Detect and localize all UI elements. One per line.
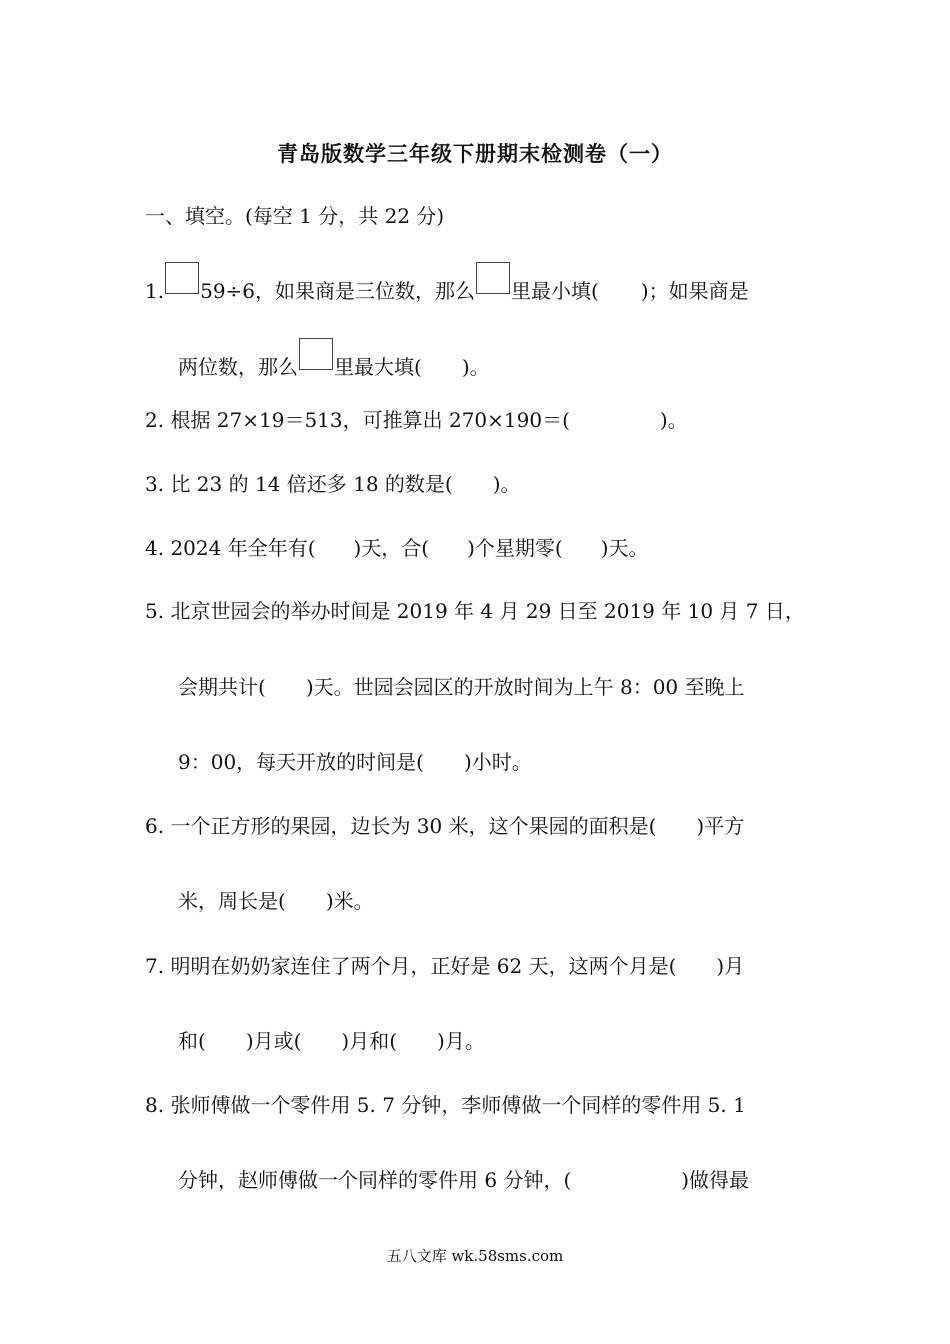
question-number: 1. [145,279,165,303]
question-text: )天。 [600,536,649,560]
question-text: 59÷6，如果商是三位数，那么 [200,279,476,303]
question-text: 里最小填( [511,279,599,303]
question-text: )月和( [341,1029,398,1053]
question-7-line-1 [145,952,815,980]
question-5-line-3 [178,748,848,776]
question-text: )米。 [325,889,374,913]
question-7-line-2 [178,1027,848,1055]
question-6-line-2 [178,887,848,915]
footer-watermark: 五八文库 wk.58sms.com [386,1247,564,1265]
question-text: )月 [716,954,745,978]
question-text: 3. 比 23 的 14 倍还多 18 的数是( [145,472,453,496]
question-5-line-2 [178,673,848,701]
blank-box [476,262,510,294]
question-text: 7. 明明在奶奶家连住了两个月，正好是 62 天，这两个月是( [145,954,677,978]
question-text: )。 [461,355,490,379]
question-1-line-2 [178,346,848,381]
question-text: 2. 根据 27×19＝513，可推算出 270×190＝( [145,408,570,432]
blank-box [165,262,199,294]
question-text: 分钟，赵师傅做一个同样的零件用 6 分钟，( [178,1168,572,1192]
question-4 [145,534,815,562]
question-text: )做得最 [681,1168,750,1192]
blank-box [299,338,333,370]
question-text: 9：00，每天开放的时间是( [178,750,424,774]
question-text: 4. 2024 年全年有( [145,536,316,560]
question-text: 6. 一个正方形的果园，边长为 30 米，这个果园的面积是( [145,814,657,838]
question-text: )月或( [245,1029,302,1053]
question-2 [145,406,815,434]
question-text: 和( [178,1029,206,1053]
page-title: 青岛版数学三年级下册期末检测卷（一） [277,142,673,166]
question-text: 两位数，那么 [178,355,298,379]
question-text: 米，周长是( [178,889,286,913]
question-text: )月。 [437,1029,485,1053]
question-text: )天。世园会园区的开放时间为上午 8：00 至晚上 [305,675,745,699]
question-8-line-1: 8. 张师傅做一个零件用 5. 7 分钟，李师傅做一个同样的零件用 5. 1 [145,1093,746,1117]
section-heading: 一、填空。(每空 1 分，共 22 分) [145,204,445,228]
question-5-line-1: 5. 北京世园会的举办时间是 2019 年 4 月 29 日至 2019 年 10 月 7 日， [145,599,805,623]
question-text: )天，合( [353,536,430,560]
question-3 [145,470,815,498]
question-6-line-1 [145,812,815,840]
question-text: )个星期零( [467,536,563,560]
question-text: )。 [659,408,688,432]
question-text: )小时。 [463,750,532,774]
question-text: )平方 [696,814,745,838]
question-text: 会期共计( [178,675,266,699]
question-text: )。 [492,472,521,496]
question-8-line-2 [178,1166,848,1194]
question-1-line-1 [145,270,815,305]
question-text: 里最大填( [334,355,422,379]
question-text: )；如果商是 [640,279,749,303]
